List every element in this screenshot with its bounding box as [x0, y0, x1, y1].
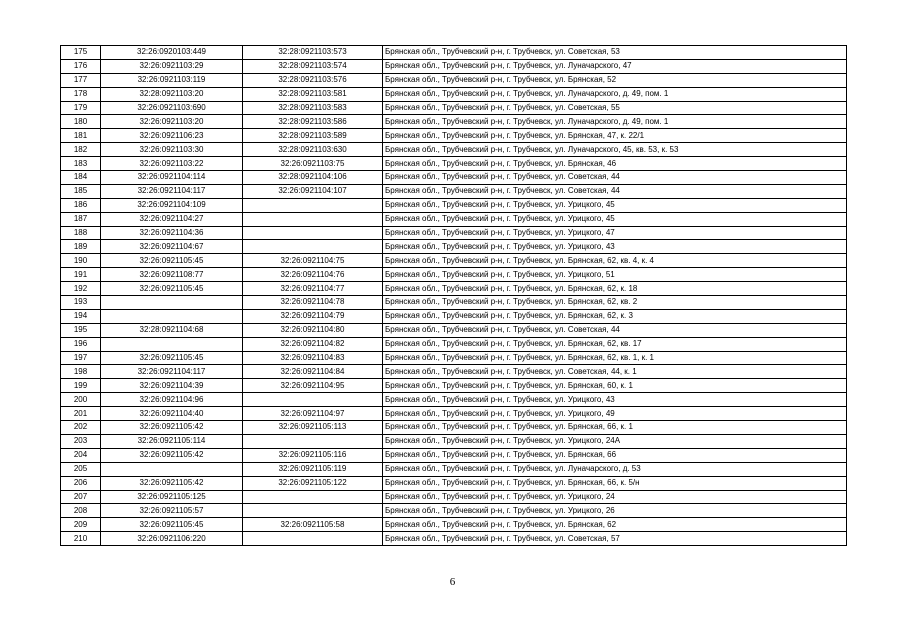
page-number: 6 [449, 576, 456, 588]
related-cadastral-number-cell: 32:26:0921104:83 [243, 351, 383, 365]
row-number-cell: 183 [61, 157, 101, 171]
table-row [61, 296, 847, 310]
table-row [61, 421, 847, 435]
address-cell: Брянская обл., Трубчевский р-н, г. Трубчевск, ул. Брянская, 66 [383, 448, 847, 462]
row-number-cell: 185 [61, 184, 101, 198]
table-row [61, 365, 847, 379]
row-number-cell: 189 [61, 240, 101, 254]
related-cadastral-number-cell: 32:26:0921105:122 [243, 476, 383, 490]
cadastral-number-cell: 32:28:0921104:68 [101, 323, 243, 337]
related-cadastral-number-cell [243, 212, 383, 226]
address-cell: Брянская обл., Трубчевский р-н, г. Трубчевск, ул. Советская, 53 [383, 46, 847, 60]
row-number-cell: 186 [61, 198, 101, 212]
cadastral-number-cell: 32:26:0921105:45 [101, 518, 243, 532]
row-number-cell: 204 [61, 448, 101, 462]
address-cell: Брянская обл., Трубчевский р-н, г. Трубчевск, ул. Луначарского, д. 49, пом. 1 [383, 87, 847, 101]
cadastral-number-cell: 32:26:0921105:45 [101, 282, 243, 296]
related-cadastral-number-cell [243, 434, 383, 448]
related-cadastral-number-cell: 32:28:0921104:106 [243, 171, 383, 185]
related-cadastral-number-cell: 32:28:0921103:573 [243, 46, 383, 60]
table-row [61, 532, 847, 546]
row-number-cell: 194 [61, 309, 101, 323]
related-cadastral-number-cell: 32:26:0921105:119 [243, 462, 383, 476]
address-cell: Брянская обл., Трубчевский р-н, г. Трубчевск, ул. Брянская, 46 [383, 157, 847, 171]
address-cell: Брянская обл., Трубчевский р-н, г. Трубчевск, ул. Урицкого, 24А [383, 434, 847, 448]
row-number-cell: 195 [61, 323, 101, 337]
cadastral-number-cell: 32:26:0921103:29 [101, 59, 243, 73]
table-row [61, 184, 847, 198]
cadastral-number-cell: 32:26:0921103:20 [101, 115, 243, 129]
table-row [61, 143, 847, 157]
address-cell: Брянская обл., Трубчевский р-н, г. Трубчевск, ул. Брянская, 60, к. 1 [383, 379, 847, 393]
address-cell: Брянская обл., Трубчевский р-н, г. Трубчевск, ул. Брянская, 66, к. 1 [383, 421, 847, 435]
table-row [61, 462, 847, 476]
table-row [61, 226, 847, 240]
table-row [61, 87, 847, 101]
row-number-cell: 188 [61, 226, 101, 240]
row-number-cell: 193 [61, 296, 101, 310]
table-row [61, 407, 847, 421]
row-number-cell: 180 [61, 115, 101, 129]
cadastral-number-cell: 32:26:0921105:125 [101, 490, 243, 504]
table-row [61, 393, 847, 407]
address-cell: Брянская обл., Трубчевский р-н, г. Трубчевск, ул. Брянская, 62, к. 3 [383, 309, 847, 323]
cadastral-number-cell: 32:26:0921103:30 [101, 143, 243, 157]
table-row [61, 240, 847, 254]
related-cadastral-number-cell: 32:26:0921104:95 [243, 379, 383, 393]
table-row [61, 282, 847, 296]
cadastral-number-cell: 32:26:0921103:119 [101, 73, 243, 87]
row-number-cell: 191 [61, 268, 101, 282]
table-row [61, 157, 847, 171]
table-row [61, 101, 847, 115]
cadastral-number-cell: 32:28:0921103:20 [101, 87, 243, 101]
related-cadastral-number-cell: 32:28:0921103:589 [243, 129, 383, 143]
table-row [61, 504, 847, 518]
cadastral-number-cell: 32:26:0921106:23 [101, 129, 243, 143]
row-number-cell: 209 [61, 518, 101, 532]
parcel-table [60, 45, 847, 546]
cadastral-number-cell: 32:26:0921104:109 [101, 198, 243, 212]
table-row [61, 490, 847, 504]
address-cell: Брянская обл., Трубчевский р-н, г. Трубчевск, ул. Урицкого, 24 [383, 490, 847, 504]
related-cadastral-number-cell: 32:28:0921103:576 [243, 73, 383, 87]
related-cadastral-number-cell: 32:28:0921103:581 [243, 87, 383, 101]
address-cell: Брянская обл., Трубчевский р-н, г. Трубчевск, ул. Луначарского, д. 49, пом. 1 [383, 115, 847, 129]
related-cadastral-number-cell: 32:26:0921104:97 [243, 407, 383, 421]
related-cadastral-number-cell: 32:26:0921104:82 [243, 337, 383, 351]
related-cadastral-number-cell: 32:26:0921104:78 [243, 296, 383, 310]
address-cell: Брянская обл., Трубчевский р-н, г. Трубчевск, ул. Урицкого, 51 [383, 268, 847, 282]
row-number-cell: 187 [61, 212, 101, 226]
related-cadastral-number-cell: 32:26:0921105:58 [243, 518, 383, 532]
table-row [61, 379, 847, 393]
related-cadastral-number-cell: 32:26:0921104:76 [243, 268, 383, 282]
table-row [61, 434, 847, 448]
table-row [61, 268, 847, 282]
table-row [61, 518, 847, 532]
related-cadastral-number-cell: 32:28:0921103:583 [243, 101, 383, 115]
table-row [61, 212, 847, 226]
cadastral-number-cell: 32:26:0921105:57 [101, 504, 243, 518]
cadastral-number-cell: 32:26:0921104:39 [101, 379, 243, 393]
table-row [61, 73, 847, 87]
related-cadastral-number-cell [243, 226, 383, 240]
cadastral-number-cell: 32:26:0921106:220 [101, 532, 243, 546]
related-cadastral-number-cell: 32:26:0921104:107 [243, 184, 383, 198]
address-cell: Брянская обл., Трубчевский р-н, г. Трубчевск, ул. Брянская, 47, к. 22/1 [383, 129, 847, 143]
row-number-cell: 179 [61, 101, 101, 115]
cadastral-number-cell [101, 309, 243, 323]
related-cadastral-number-cell [243, 490, 383, 504]
cadastral-number-cell: 32:26:0921105:45 [101, 254, 243, 268]
related-cadastral-number-cell: 32:28:0921103:630 [243, 143, 383, 157]
address-cell: Брянская обл., Трубчевский р-н, г. Трубчевск, ул. Брянская, 62, кв. 1, к. 1 [383, 351, 847, 365]
cadastral-number-cell: 32:26:0921105:42 [101, 476, 243, 490]
table-row [61, 59, 847, 73]
row-number-cell: 175 [61, 46, 101, 60]
related-cadastral-number-cell [243, 240, 383, 254]
row-number-cell: 205 [61, 462, 101, 476]
address-cell: Брянская обл., Трубчевский р-н, г. Трубчевск, ул. Урицкого, 45 [383, 212, 847, 226]
row-number-cell: 207 [61, 490, 101, 504]
related-cadastral-number-cell [243, 532, 383, 546]
address-cell: Брянская обл., Трубчевский р-н, г. Трубчевск, ул. Урицкого, 26 [383, 504, 847, 518]
related-cadastral-number-cell [243, 504, 383, 518]
row-number-cell: 196 [61, 337, 101, 351]
row-number-cell: 182 [61, 143, 101, 157]
address-cell: Брянская обл., Трубчевский р-н, г. Трубчевск, ул. Брянская, 62 [383, 518, 847, 532]
cadastral-number-cell [101, 296, 243, 310]
related-cadastral-number-cell: 32:26:0921104:77 [243, 282, 383, 296]
table-row [61, 46, 847, 60]
related-cadastral-number-cell: 32:28:0921103:586 [243, 115, 383, 129]
related-cadastral-number-cell: 32:26:0921104:75 [243, 254, 383, 268]
cadastral-number-cell: 32:26:0921105:45 [101, 351, 243, 365]
cadastral-number-cell: 32:26:0921108:77 [101, 268, 243, 282]
address-cell: Брянская обл., Трубчевский р-н, г. Трубчевск, ул. Урицкого, 47 [383, 226, 847, 240]
address-cell: Брянская обл., Трубчевский р-н, г. Трубчевск, ул. Советская, 44 [383, 184, 847, 198]
table-row [61, 476, 847, 490]
related-cadastral-number-cell: 32:26:0921105:116 [243, 448, 383, 462]
row-number-cell: 190 [61, 254, 101, 268]
cadastral-number-cell: 32:26:0921103:22 [101, 157, 243, 171]
address-cell: Брянская обл., Трубчевский р-н, г. Трубчевск, ул. Луначарского, 45, кв. 53, к. 53 [383, 143, 847, 157]
row-number-cell: 197 [61, 351, 101, 365]
table-row [61, 129, 847, 143]
address-cell: Брянская обл., Трубчевский р-н, г. Трубчевск, ул. Урицкого, 43 [383, 240, 847, 254]
row-number-cell: 206 [61, 476, 101, 490]
cadastral-number-cell: 32:26:0921104:67 [101, 240, 243, 254]
table-row [61, 337, 847, 351]
address-cell: Брянская обл., Трубчевский р-н, г. Трубчевск, ул. Брянская, 62, кв. 4, к. 4 [383, 254, 847, 268]
row-number-cell: 198 [61, 365, 101, 379]
related-cadastral-number-cell: 32:26:0921104:80 [243, 323, 383, 337]
cadastral-number-cell: 32:26:0921105:42 [101, 421, 243, 435]
cadastral-number-cell: 32:26:0921104:40 [101, 407, 243, 421]
table-row [61, 171, 847, 185]
address-cell: Брянская обл., Трубчевский р-н, г. Трубчевск, ул. Луначарского, 47 [383, 59, 847, 73]
table-row [61, 254, 847, 268]
cadastral-number-cell: 32:26:0921104:96 [101, 393, 243, 407]
table-row [61, 198, 847, 212]
address-cell: Брянская обл., Трубчевский р-н, г. Трубчевск, ул. Советская, 57 [383, 532, 847, 546]
cadastral-number-cell: 32:26:0921104:36 [101, 226, 243, 240]
row-number-cell: 178 [61, 87, 101, 101]
address-cell: Брянская обл., Трубчевский р-н, г. Трубчевск, ул. Луначарского, д. 53 [383, 462, 847, 476]
cadastral-number-cell: 32:26:0920103:449 [101, 46, 243, 60]
related-cadastral-number-cell: 32:28:0921103:574 [243, 59, 383, 73]
table-row [61, 351, 847, 365]
cadastral-number-cell [101, 462, 243, 476]
row-number-cell: 210 [61, 532, 101, 546]
address-cell: Брянская обл., Трубчевский р-н, г. Трубчевск, ул. Урицкого, 49 [383, 407, 847, 421]
row-number-cell: 208 [61, 504, 101, 518]
address-cell: Брянская обл., Трубчевский р-н, г. Трубчевск, ул. Урицкого, 45 [383, 198, 847, 212]
cadastral-number-cell: 32:26:0921104:117 [101, 184, 243, 198]
row-number-cell: 192 [61, 282, 101, 296]
address-cell: Брянская обл., Трубчевский р-н, г. Трубчевск, ул. Советская, 44 [383, 323, 847, 337]
table-row [61, 115, 847, 129]
cadastral-number-cell [101, 337, 243, 351]
parcel-table-body [61, 46, 847, 546]
row-number-cell: 200 [61, 393, 101, 407]
address-cell: Брянская обл., Трубчевский р-н, г. Трубчевск, ул. Брянская, 62, кв. 17 [383, 337, 847, 351]
row-number-cell: 184 [61, 171, 101, 185]
related-cadastral-number-cell [243, 393, 383, 407]
related-cadastral-number-cell: 32:26:0921104:84 [243, 365, 383, 379]
address-cell: Брянская обл., Трубчевский р-н, г. Трубчевск, ул. Советская, 55 [383, 101, 847, 115]
related-cadastral-number-cell: 32:26:0921104:79 [243, 309, 383, 323]
cadastral-number-cell: 32:26:0921104:27 [101, 212, 243, 226]
address-cell: Брянская обл., Трубчевский р-н, г. Трубчевск, ул. Брянская, 66, к. 5/н [383, 476, 847, 490]
address-cell: Брянская обл., Трубчевский р-н, г. Трубчевск, ул. Советская, 44, к. 1 [383, 365, 847, 379]
cadastral-number-cell: 32:26:0921103:690 [101, 101, 243, 115]
row-number-cell: 199 [61, 379, 101, 393]
related-cadastral-number-cell: 32:26:0921105:113 [243, 421, 383, 435]
address-cell: Брянская обл., Трубчевский р-н, г. Трубчевск, ул. Брянская, 62, к. 18 [383, 282, 847, 296]
table-row [61, 323, 847, 337]
row-number-cell: 201 [61, 407, 101, 421]
cadastral-number-cell: 32:26:0921105:42 [101, 448, 243, 462]
address-cell: Брянская обл., Трубчевский р-н, г. Трубчевск, ул. Брянская, 52 [383, 73, 847, 87]
address-cell: Брянская обл., Трубчевский р-н, г. Трубчевск, ул. Брянская, 62, кв. 2 [383, 296, 847, 310]
row-number-cell: 177 [61, 73, 101, 87]
row-number-cell: 202 [61, 421, 101, 435]
table-row [61, 309, 847, 323]
related-cadastral-number-cell: 32:26:0921103:75 [243, 157, 383, 171]
address-cell: Брянская обл., Трубчевский р-н, г. Трубчевск, ул. Советская, 44 [383, 171, 847, 185]
table-row [61, 448, 847, 462]
row-number-cell: 176 [61, 59, 101, 73]
cadastral-number-cell: 32:26:0921105:114 [101, 434, 243, 448]
cadastral-number-cell: 32:26:0921104:114 [101, 171, 243, 185]
address-cell: Брянская обл., Трубчевский р-н, г. Трубчевск, ул. Урицкого, 43 [383, 393, 847, 407]
related-cadastral-number-cell [243, 198, 383, 212]
row-number-cell: 181 [61, 129, 101, 143]
cadastral-number-cell: 32:26:0921104:117 [101, 365, 243, 379]
row-number-cell: 203 [61, 434, 101, 448]
